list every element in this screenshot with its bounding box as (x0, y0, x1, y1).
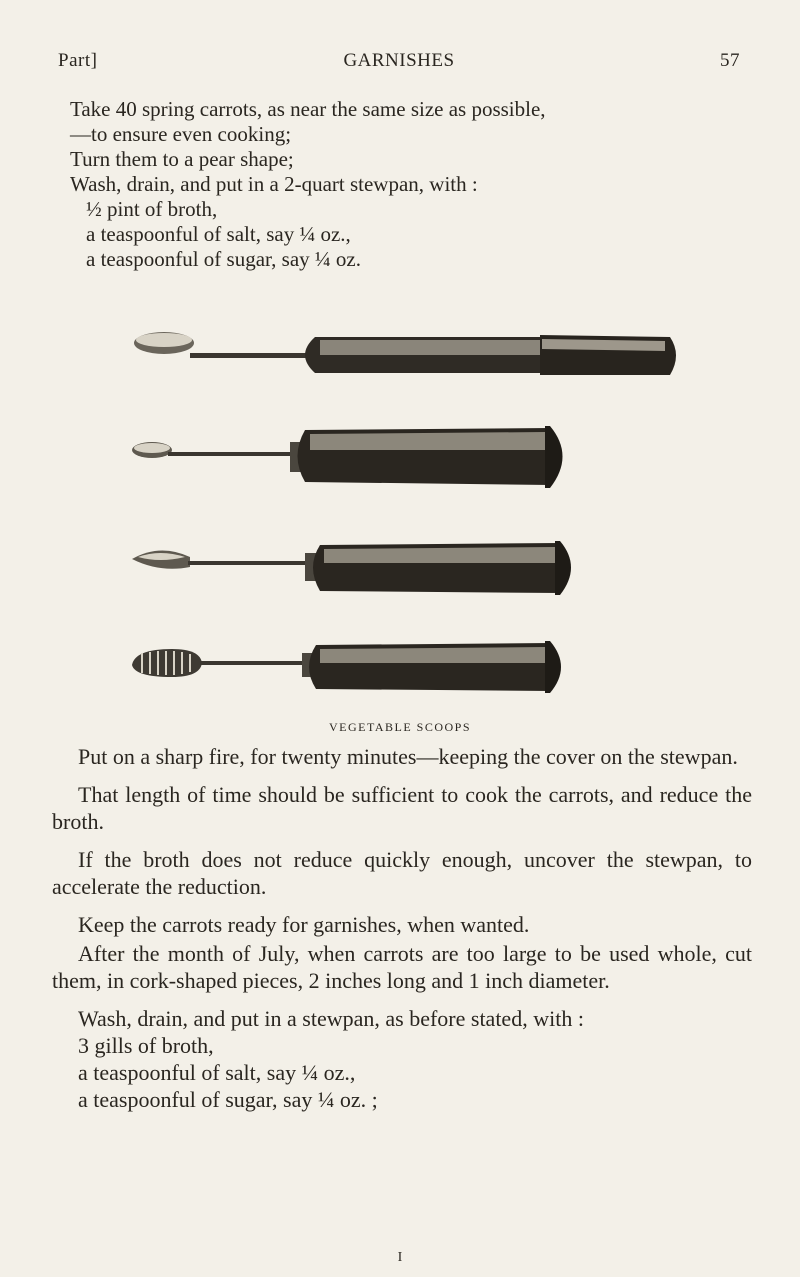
ingredient-list (52, 1032, 752, 1113)
running-header (58, 50, 740, 80)
intro-instructions (70, 97, 760, 272)
figure-caption: VEGETABLE SCOOPS (328, 720, 472, 734)
scoop-round-icon (130, 420, 690, 500)
paragraph: Put on a sharp fire, for twenty minutes—keeping the cover on the stewpan. (78, 744, 738, 769)
ingredient-line: 3 gills of broth, (78, 1033, 214, 1058)
scoop-oval-icon (130, 315, 690, 390)
vegetable-scoops-illustration (130, 315, 690, 710)
intro-line: —to ensure even cooking; (70, 122, 292, 146)
header-part: Part] (58, 50, 98, 71)
ingredient-line: a teaspoonful of sugar, say ¼ oz. (86, 247, 361, 271)
ingredient-line: a teaspoonful of sugar, say ¼ oz. ; (78, 1087, 378, 1112)
ingredient-line: a teaspoonful of salt, say ¼ oz., (78, 1060, 356, 1085)
paragraph: After the month of July, when carrots are too large to be used whole, cut them, in cork-shaped pieces, 2 inches long and 1 inch diameter. (52, 941, 752, 993)
header-title: GARNISHES (343, 50, 455, 71)
scoop-pointed-icon (130, 533, 690, 613)
method-text (52, 743, 752, 1113)
page-number: 57 (720, 50, 740, 71)
paragraph: That length of time should be sufficient to cook the carrots, and reduce the broth. (52, 782, 752, 834)
intro-line: Wash, drain, and put in a 2-quart stewpan, with : (70, 172, 478, 196)
paragraph: If the broth does not reduce quickly enough, uncover the stewpan, to accelerate the reduction. (52, 847, 752, 899)
signature-mark: I (397, 1250, 403, 1265)
ingredient-line: a teaspoonful of salt, say ¼ oz., (86, 222, 351, 246)
ingredient-line: ½ pint of broth, (86, 197, 218, 221)
paragraph: Wash, drain, and put in a stewpan, as before stated, with : (78, 1006, 584, 1031)
paragraph: Keep the carrots ready for garnishes, when wanted. (78, 912, 530, 937)
intro-line: Take 40 spring carrots, as near the same size as possible, (70, 97, 546, 121)
scoop-fluted-icon (130, 635, 690, 710)
intro-line: Turn them to a pear shape; (70, 147, 294, 171)
